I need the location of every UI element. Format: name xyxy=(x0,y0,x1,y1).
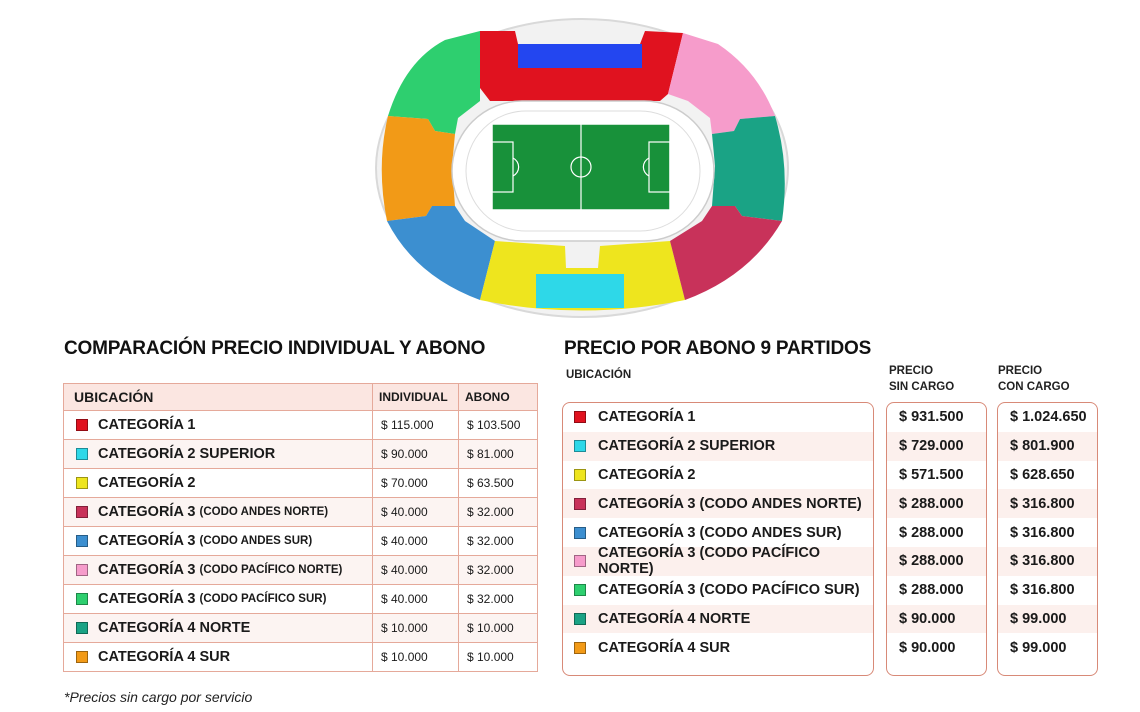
header-con-cargo xyxy=(998,363,1070,395)
table-row xyxy=(64,440,538,469)
category-label xyxy=(76,649,372,665)
header-individual: INDIVIDUAL xyxy=(373,384,459,411)
ubicacion-cell xyxy=(64,614,373,643)
sin-cargo-price: $ 288.000 xyxy=(899,582,964,599)
category-main: CATEGORÍA 1 xyxy=(98,417,196,433)
abono-price: $ 32.000 xyxy=(459,556,538,585)
ubicacion-cell xyxy=(64,643,373,672)
category-sub: (CODO ANDES SUR) xyxy=(199,535,313,547)
ubicacion-cell xyxy=(64,440,373,469)
list-item xyxy=(563,547,873,576)
abono-price: $ 32.000 xyxy=(459,527,538,556)
color-swatch xyxy=(574,527,586,539)
list-item xyxy=(563,432,873,461)
abono-price: $ 81.000 xyxy=(459,440,538,469)
sin-cargo-price: $ 288.000 xyxy=(899,524,964,541)
header-con-cargo-line2: CON CARGO xyxy=(998,381,1070,393)
color-swatch xyxy=(574,469,586,481)
ubicacion-cell xyxy=(64,469,373,498)
table-row xyxy=(64,585,538,614)
header-ubicacion: UBICACIÓN xyxy=(64,384,373,411)
list-item xyxy=(563,576,873,605)
list-item xyxy=(563,518,873,547)
color-swatch xyxy=(574,498,586,510)
color-swatch xyxy=(76,564,88,576)
sin-cargo-price: $ 90.000 xyxy=(899,639,956,656)
header-sin-cargo-line2: SIN CARGO xyxy=(889,381,955,393)
abono-price: $ 63.500 xyxy=(459,469,538,498)
abono-price: $ 10.000 xyxy=(459,614,538,643)
category-sub: (CODO PACÍFICO NORTE) xyxy=(199,564,343,576)
category-label: CATEGORÍA 3 (CODO ANDES SUR) xyxy=(598,524,842,541)
category-label: CATEGORÍA 1 xyxy=(598,409,696,426)
con-cargo-price: $ 316.800 xyxy=(1010,582,1075,599)
category-main: CATEGORÍA 2 xyxy=(98,475,196,491)
category-label: CATEGORÍA 3 (CODO PACÍFICO SUR) xyxy=(598,582,860,599)
category-label: CATEGORÍA 3 (CODO PACÍFICO NORTE) xyxy=(598,545,821,578)
category-sub: (CODO PACÍFICO SUR) xyxy=(199,593,327,605)
ubicacion-cell xyxy=(64,556,373,585)
list-item xyxy=(563,403,873,432)
ubicacion-cell xyxy=(64,498,373,527)
stadium-map xyxy=(370,16,795,322)
con-cargo-price: $ 801.900 xyxy=(998,432,1097,461)
category-main: CATEGORÍA 3 xyxy=(98,504,196,520)
sin-cargo-price: $ 90.000 xyxy=(887,605,986,634)
con-cargo-price: $ 99.000 xyxy=(1010,639,1067,656)
color-swatch xyxy=(574,642,586,654)
category-label xyxy=(76,562,372,578)
list-item xyxy=(563,633,873,662)
color-swatch xyxy=(574,555,586,567)
sin-cargo-price: $ 288.000 xyxy=(887,547,986,576)
abono-price: $ 10.000 xyxy=(459,643,538,672)
abono-price: $ 32.000 xyxy=(459,498,538,527)
category-label xyxy=(76,417,372,433)
color-swatch xyxy=(574,613,586,625)
color-swatch xyxy=(76,506,88,518)
con-cargo-price: $ 316.800 xyxy=(1010,524,1075,541)
sin-cargo-price: $ 288.000 xyxy=(887,489,986,518)
color-swatch xyxy=(574,440,586,452)
color-swatch xyxy=(76,622,88,634)
individual-price: $ 40.000 xyxy=(373,585,459,614)
color-swatch xyxy=(574,411,586,423)
header-con-cargo-line1: PRECIO xyxy=(998,365,1043,377)
abono-price: $ 103.500 xyxy=(459,411,538,440)
list-item xyxy=(563,461,873,490)
category-label xyxy=(76,446,372,462)
ubicacion-cell xyxy=(64,527,373,556)
color-swatch xyxy=(76,419,88,431)
ubicacion-cell xyxy=(64,411,373,440)
header-sin-cargo xyxy=(889,363,954,395)
category-main: CATEGORÍA 3 xyxy=(98,562,196,578)
sin-cargo-panel xyxy=(886,402,987,676)
con-cargo-price: $ 1.024.650 xyxy=(1010,409,1087,426)
ubicacion-cell xyxy=(64,585,373,614)
table-row xyxy=(64,614,538,643)
category-label xyxy=(76,504,372,520)
con-cargo-price: $ 316.800 xyxy=(998,489,1097,518)
list-item xyxy=(563,489,873,518)
sin-cargo-price: $ 571.500 xyxy=(899,466,964,483)
individual-price: $ 70.000 xyxy=(373,469,459,498)
color-swatch xyxy=(574,584,586,596)
list-item xyxy=(563,605,873,634)
category-main: CATEGORÍA 4 SUR xyxy=(98,649,231,665)
category-label: CATEGORÍA 2 SUPERIOR xyxy=(598,438,776,455)
table-row xyxy=(64,527,538,556)
table-row xyxy=(64,498,538,527)
category-main: CATEGORÍA 2 SUPERIOR xyxy=(98,446,276,462)
individual-price: $ 90.000 xyxy=(373,440,459,469)
con-cargo-price: $ 628.650 xyxy=(1010,466,1075,483)
individual-price: $ 40.000 xyxy=(373,498,459,527)
color-swatch xyxy=(76,651,88,663)
category-label: CATEGORÍA 4 SUR xyxy=(598,639,731,656)
category-sub: (CODO ANDES NORTE) xyxy=(199,506,329,518)
category-main: CATEGORÍA 4 NORTE xyxy=(98,620,251,636)
sector-cat2-superior xyxy=(536,274,624,308)
category-label: CATEGORÍA 4 NORTE xyxy=(598,610,751,627)
sin-cargo-price: $ 729.000 xyxy=(887,432,986,461)
header-sin-cargo-line1: PRECIO xyxy=(889,365,934,377)
category-label: CATEGORÍA 3 (CODO ANDES NORTE) xyxy=(598,495,862,512)
table-row xyxy=(64,411,538,440)
con-cargo-price: $ 99.000 xyxy=(998,605,1097,634)
category-label xyxy=(76,475,372,491)
individual-price: $ 115.000 xyxy=(373,411,459,440)
category-main: CATEGORÍA 3 xyxy=(98,533,196,549)
con-cargo-price: $ 316.800 xyxy=(998,547,1097,576)
color-swatch xyxy=(76,535,88,547)
color-swatch xyxy=(76,448,88,460)
individual-price: $ 40.000 xyxy=(373,556,459,585)
footnote: *Precios sin cargo por servicio xyxy=(64,689,253,705)
left-table-title: COMPARACIÓN PRECIO INDIVIDUAL Y ABONO xyxy=(64,338,486,359)
table-header-row xyxy=(64,384,538,411)
right-table-title: PRECIO POR ABONO 9 PARTIDOS xyxy=(564,338,872,359)
header-ubicacion-right: UBICACIÓN xyxy=(566,369,632,381)
header-abono: ABONO xyxy=(459,384,538,411)
individual-price: $ 10.000 xyxy=(373,643,459,672)
color-swatch xyxy=(76,593,88,605)
sector-blue-box xyxy=(518,44,642,68)
individual-price: $ 10.000 xyxy=(373,614,459,643)
category-label: CATEGORÍA 2 xyxy=(598,466,696,483)
table-row xyxy=(64,556,538,585)
table-row xyxy=(64,643,538,672)
table-row xyxy=(64,469,538,498)
sin-cargo-price: $ 931.500 xyxy=(899,409,964,426)
category-label xyxy=(76,591,372,607)
individual-price: $ 40.000 xyxy=(373,527,459,556)
category-label xyxy=(76,533,372,549)
comparison-table xyxy=(63,383,538,672)
category-main: CATEGORÍA 3 xyxy=(98,591,196,607)
abono-price: $ 32.000 xyxy=(459,585,538,614)
category-label xyxy=(76,620,372,636)
color-swatch xyxy=(76,477,88,489)
con-cargo-panel xyxy=(997,402,1098,676)
ubicacion-panel xyxy=(562,402,874,676)
